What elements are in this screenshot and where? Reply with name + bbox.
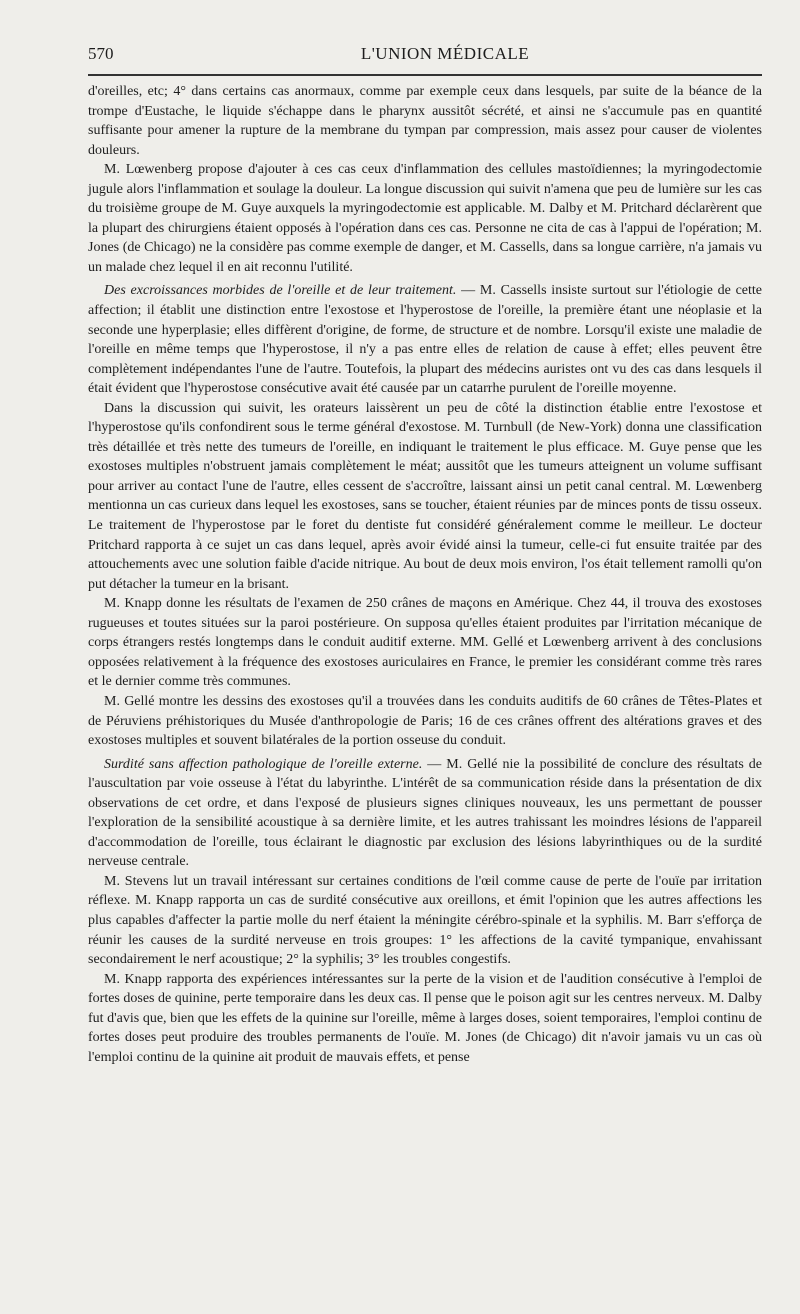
body-text <box>88 82 762 1067</box>
paragraph <box>88 160 762 277</box>
section-paragraph-surdite <box>88 755 762 872</box>
paragraph-text: — M. Gellé nie la possibilité de conclure des résultats de l'auscultation par voie osseuse à l'état du labyrinthe. L'intérêt de sa communication réside dans la présentation de dix observations de cet ordre, et dans l'exposé de plusieurs signes cliniques nouveaux, les uns permettant de pousser l'exploration de la sensibilité acoustique à sa dernière limite, et les autres trahissant les moindres lésions de l'appareil d'accommodation de l'oreille, tous éclairant le diagnostic par exclusion des lésions labyrinthiques ou de la surdité nerveuse centrale. <box>88 756 762 870</box>
header-rule <box>88 74 762 76</box>
section-rubric: Des excroissances morbides de l'oreille et de leur traitement. <box>104 283 457 299</box>
page-header <box>88 40 762 74</box>
paragraph-text: M. Knapp donne les résultats de l'examen de 250 crânes de maçons en Amérique. Chez 44, il trouva des exostoses rugueuses et toutes situées sur la paroi postérieure. On supposa qu'elles étaient produites par l'irritation mécanique de corps étrangers restés longtemps dans le conduit auditif externe. MM. Gellé et Lœwenberg arrivent à des conclusions opposées relativement à la fréquence des exostoses auriculaires en France, le premier les considérant comme très rares et le dernier comme très communes. <box>88 596 762 690</box>
paragraph <box>88 872 762 970</box>
paragraph-text: — M. Cassells insiste surtout sur l'étiologie de cette affection; il établit une distinction entre l'exostose et l'hyperostose de l'oreille, la première étant une néoplasie et la seconde une hyperplasie; elles diffèrent d'origine, de forme, de structure et de nombre. Lorsqu'il existe une maladie de l'oreille en même temps que l'hyperostose, il n'y a pas entre elles de relation de cause à effet; elles peuvent être complètement indépendantes l'une de l'autre. Toutefois, la plupart des médecins auristes ont vu des cas dans lesquels il était évident que l'hyperostose consécutive avait été causée par un catarrhe purulent de l'oreille moyenne. <box>88 283 762 397</box>
section-paragraph-excroissances <box>88 281 762 398</box>
paragraph-continuation <box>88 82 762 160</box>
running-title: L'UNION MÉDICALE <box>360 44 530 63</box>
paragraph-text: M. Stevens lut un travail intéressant sur certaines conditions de l'œil comme cause de perte de l'ouïe par irritation réflexe. M. Knapp rapporta un cas de surdité consécutive aux oreillons, et émit l'opinion que les autres affections les plus capables d'affecter la partie molle du nerf étaient la méningite cérébro-spinale et la syphilis. M. Barr s'efforça de réunir les causes de la surdité nerveuse en trois groupes: 1° les affections de la cavité tympanique, envahissant secondairement le nerf acoustique; 2° la syphilis; 3° les troubles congestifs. <box>88 873 762 968</box>
paragraph <box>88 399 762 594</box>
section-rubric: Surdité sans affection pathologique de l'oreille externe. <box>104 756 423 772</box>
paragraph-text: M. Gellé montre les dessins des exostoses qu'il a trouvées dans les conduits auditifs de 60 crânes de Têtes-Plates et de Péruviens préhistoriques du Musée d'anthropologie de Paris; 16 de ces crânes offrent des altérations graves et des exostoses multiples et souvent bilatérales de la portion osseuse du conduit. <box>88 693 762 749</box>
paragraph <box>88 970 762 1068</box>
paragraph-text: M. Lœwenberg propose d'ajouter à ces cas ceux d'inflammation des cellules mastoïdiennes; la myringodectomie jugule alors l'inflammation et soulage la douleur. La longue discussion qui suivit n'amena que peu de lumière sur les cas du troisième groupe de M. Guye auxquels la myringodectomie est applicable. M. Dalby et M. Pritchard déclarèrent que la plupart des chirurgiens étaient opposés à l'opération dans ces cas. Personne ne cita de cas à l'appui de l'opération; M. Jones (de Chicago) ne la considère pas comme exemple de danger, et M. Cassells, dans sa longue carrière, n'a jamais vu un malade chez lequel il en ait reconnu l'utilité. <box>88 162 762 275</box>
paragraph-text: Dans la discussion qui suivit, les orateurs laissèrent un peu de côté la distinction établie entre l'exostose et l'hyperostose qu'ils confondirent sous le terme général d'exostose. M. Turnbull (de New-York) donna une classification très détaillée et très nette des tumeurs de l'oreille, en indiquant le traitement le plus efficace. M. Guye pense que les exostoses multiples n'obstruent jamais complètement le méat; aussitôt que les tumeurs atteignent un volume suffisant pour arriver au contact l'une de l'autre, elles cessent de s'accroître, laissant ainsi un petit canal central. M. Lœwenberg mentionna un cas curieux dans lequel les exostoses, sans se toucher, étaient réunies par de minces ponts de tissu osseux. Le traitement de l'hyperostose par le foret du dentiste fut considéré généralement comme le meilleur. Le docteur Pritchard rapporta à ce sujet un cas dans lequel, après avoir évidé ainsi la tumeur, celle-ci fut ensuite traitée par des attouchements avec une solution faible d'acide nitrique. Au bout de deux mois environ, l'os était tellement ramolli qu'on put détacher la tumeur en la brisant. <box>88 400 762 592</box>
paragraph <box>88 692 762 751</box>
page-number: 570 <box>88 44 114 63</box>
paragraph-text: d'oreilles, etc; 4° dans certains cas anormaux, comme par exemple ceux dans lesquels, par suite de la béance de la trompe d'Eustache, le liquide s'échappe dans le pharynx aussitôt sécrété, et ainsi ne s'accumule pas en quantité suffisante pour amener la rupture de la membrane du tympan par compression, mais assez pour causer de violentes douleurs. <box>88 84 762 158</box>
paragraph <box>88 594 762 692</box>
paragraph-text: M. Knapp rapporta des expériences intéressantes sur la perte de la vision et de l'audition consécutive à l'emploi de fortes doses de quinine, perte temporaire dans les deux cas. Il pense que le poison agit sur les centres nerveux. M. Dalby fut d'avis que, bien que les effets de la quinine sur l'oreille, même à larges doses, soient temporaires, l'emploi continu de fortes doses peut produire des troubles permanents de l'ouïe. M. Jones (de Chicago) dit n'avoir jamais vu un cas où l'emploi continu de la quinine ait produit de mauvais effets, et pense <box>88 971 762 1065</box>
